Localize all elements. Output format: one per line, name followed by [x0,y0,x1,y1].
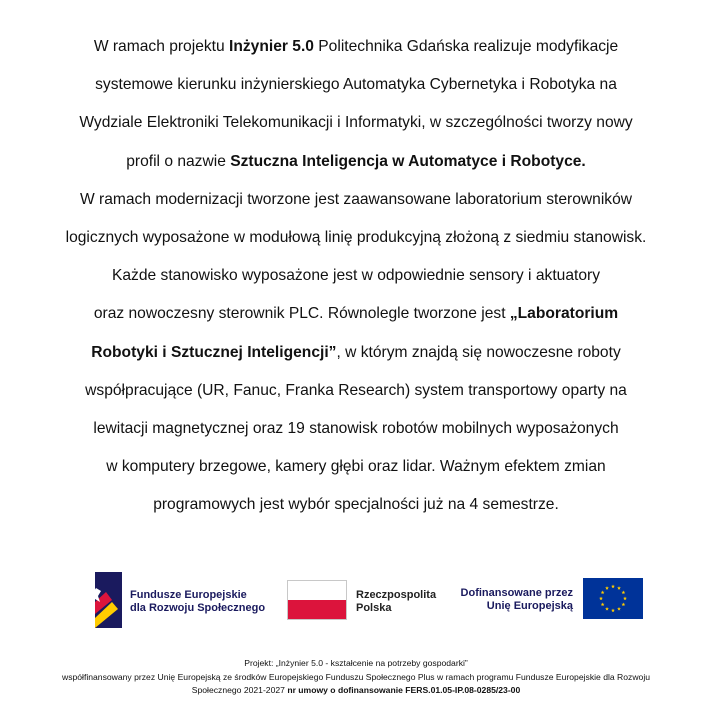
eu-flag-icon [583,578,643,619]
project-footer [0,657,712,698]
text-line: lewitacji magnetycznej oraz 19 stanowisk robotów mobilnych wyposażonych [93,419,619,437]
fe-logo-text: Fundusze Europejskie dla Rozwoju Społecznego [130,589,266,614]
fe-logo [92,572,292,630]
profile-name: Sztuczna Inteligencja w Automatyce i Robotyce. [230,152,586,170]
text-line: oraz nowoczesny sterownik PLC. Równolegle tworzone jest „Laboratorium [93,305,619,323]
text-line: W ramach projektu Inżynier 5.0 Politechnika Gdańska realizuje modyfikacje [93,38,619,55]
polish-flag-icon [287,580,347,620]
text-line: programowych jest wybór specjalności już na 4 semestrze. [153,496,559,514]
text-line: w komputery brzegowe, kamery głębi oraz lidar. Ważnym efektem zmian [106,458,606,476]
agreement-number: nr umowy o dofinansowanie FERS.01.05-IP.08-0285/23-00 [287,685,521,695]
lab-name-part1: „Laboratorium [509,305,619,323]
footer-line: współfinansowany przez Unię Europejską ze środków Europejskiego Funduszu Społecznego Plus w ramach programu Fundusze Europejskie dla Rozwoju [61,671,651,682]
project-name: Inżynier 5.0 [229,38,314,55]
eu-logo-text: Dofinansowane przez Unię Europejską [460,587,573,612]
text-line: Każde stanowisko wyposażone jest w odpowiednie sensory i aktuatory [111,267,600,285]
funding-logos-bar [0,572,712,630]
eu-logo [455,578,645,624]
text-line: logicznych wyposażone w modułową linię produkcyjną złożoną z siedmiu stanowisk. [65,228,647,246]
fe-star-icon [92,572,122,628]
footer-line: Projekt: „Inżynier 5.0 - kształcenie na potrzeby gospodarki” [244,658,468,668]
main-paragraph [0,28,712,524]
lab-name-part2: Robotyki i Sztucznej Inteligencji” [91,343,337,361]
rp-logo-text: Rzeczpospolita Polska [356,589,437,614]
text-line: współpracujące (UR, Fanuc, Franka Research) system transportowy oparty na [85,381,627,399]
rp-logo [287,580,447,624]
footer-line: Społecznego 2021-2027 nr umowy o dofinansowanie FERS.01.05-IP.08-0285/23-00 [191,685,521,695]
text-line: profil o nazwie Sztuczna Inteligencja w Automatyce i Robotyce. [126,152,586,170]
text-line: Robotyki i Sztucznej Inteligencji”, w którym znajdą się nowoczesne roboty [91,343,621,361]
text-line: W ramach modernizacji tworzone jest zaawansowane laboratorium sterowników [79,190,633,208]
text-line: Wydziale Elektroniki Telekomunikacji i Informatyki, w szczególności tworzy nowy [79,114,633,132]
text-line: systemowe kierunku inżynierskiego Automatyka Cybernetyka i Robotyka na [95,76,617,94]
